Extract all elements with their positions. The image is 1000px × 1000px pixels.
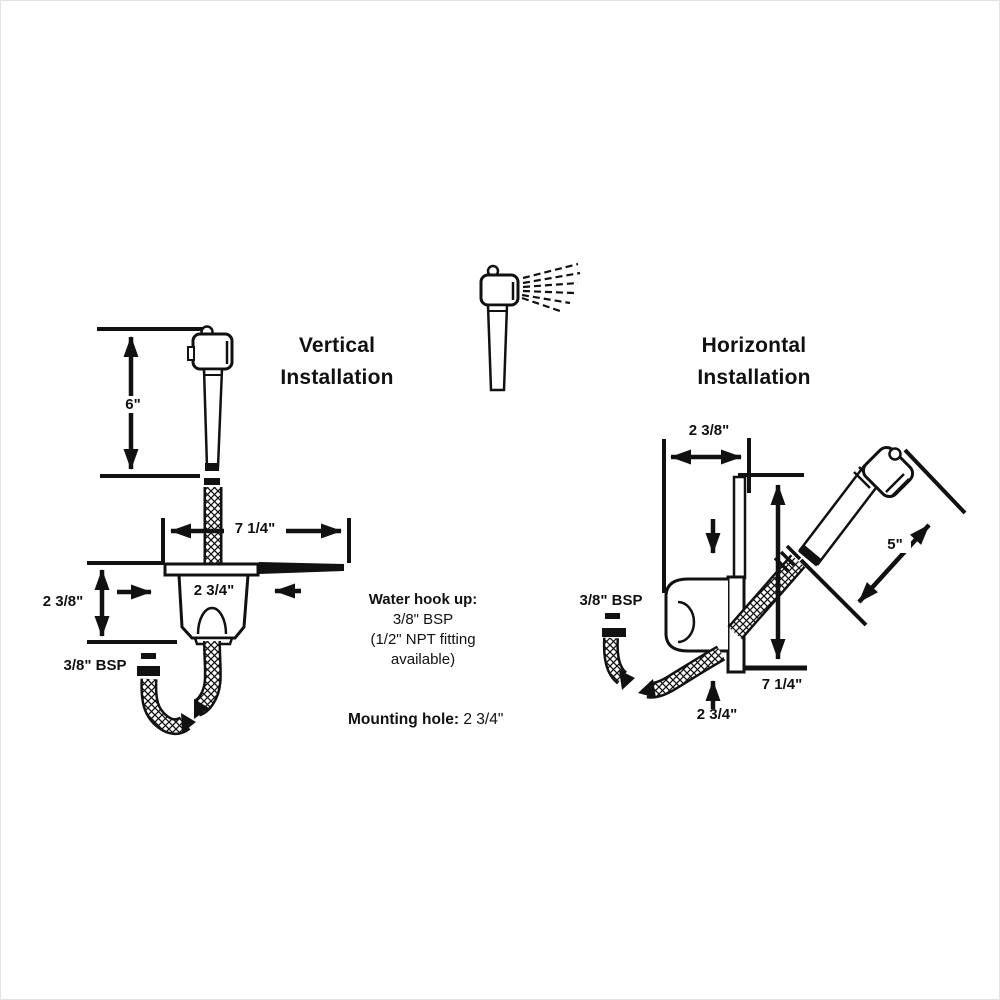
mounting-hole-value: 2 3/4"	[463, 711, 504, 728]
mounting-hole-note	[348, 711, 503, 729]
handle-extension-line-upper	[905, 450, 965, 513]
hose-cup-bottom-left	[194, 641, 213, 719]
sprayer-vertical-icon	[188, 327, 232, 486]
hose-fitting-right	[611, 638, 635, 690]
vertical-clearance-dim-label: 7 1/4"	[224, 520, 286, 537]
cup-flange	[165, 564, 258, 575]
hose-cup-bottom-right	[638, 653, 721, 698]
horizontal-length-dim-label: 5"	[879, 536, 911, 553]
sprayer-spraying-icon	[481, 264, 580, 390]
water-hookup-note	[349, 590, 497, 670]
bsp-fitting-left	[137, 653, 160, 676]
horizontal-hole-dim-label: 2 3/4"	[696, 706, 738, 723]
horizontal-installation-title: Horizontal Installation	[697, 334, 811, 389]
vertical-hole-dim-label: 2 3/4"	[193, 582, 235, 599]
water-hookup-line1: Water hook up:	[368, 591, 478, 608]
recessed-cup-horizontal	[666, 579, 728, 651]
water-hookup-line4: available)	[390, 651, 456, 668]
water-hookup-line2: 3/8" BSP	[392, 611, 454, 628]
countertop-right	[259, 562, 344, 574]
vertical-depth-dim-label: 2 3/8"	[42, 593, 84, 610]
handle-extension-line-lower	[801, 560, 866, 625]
vertical-installation-title: Vertical Installation	[280, 334, 394, 389]
vertical-fitting-label: 3/8" BSP	[63, 657, 127, 674]
wall-section	[734, 477, 745, 578]
water-hookup-line3: (1/2" NPT fitting	[370, 631, 476, 648]
horizontal-installation-drawing	[602, 438, 965, 709]
diagram-linework	[1, 1, 1000, 1000]
horizontal-depth-dim-label: 2 3/8"	[688, 422, 730, 439]
horizontal-fitting-label: 3/8" BSP	[579, 592, 643, 609]
hose-fitting-left	[149, 679, 196, 733]
spray-lines	[522, 264, 580, 312]
vertical-height-dim-label: 6"	[116, 396, 150, 413]
bsp-fitting-right	[602, 613, 626, 637]
mounting-hole-label: Mounting hole:	[348, 711, 460, 728]
horizontal-clearance-dim-label: 7 1/4"	[761, 676, 803, 693]
